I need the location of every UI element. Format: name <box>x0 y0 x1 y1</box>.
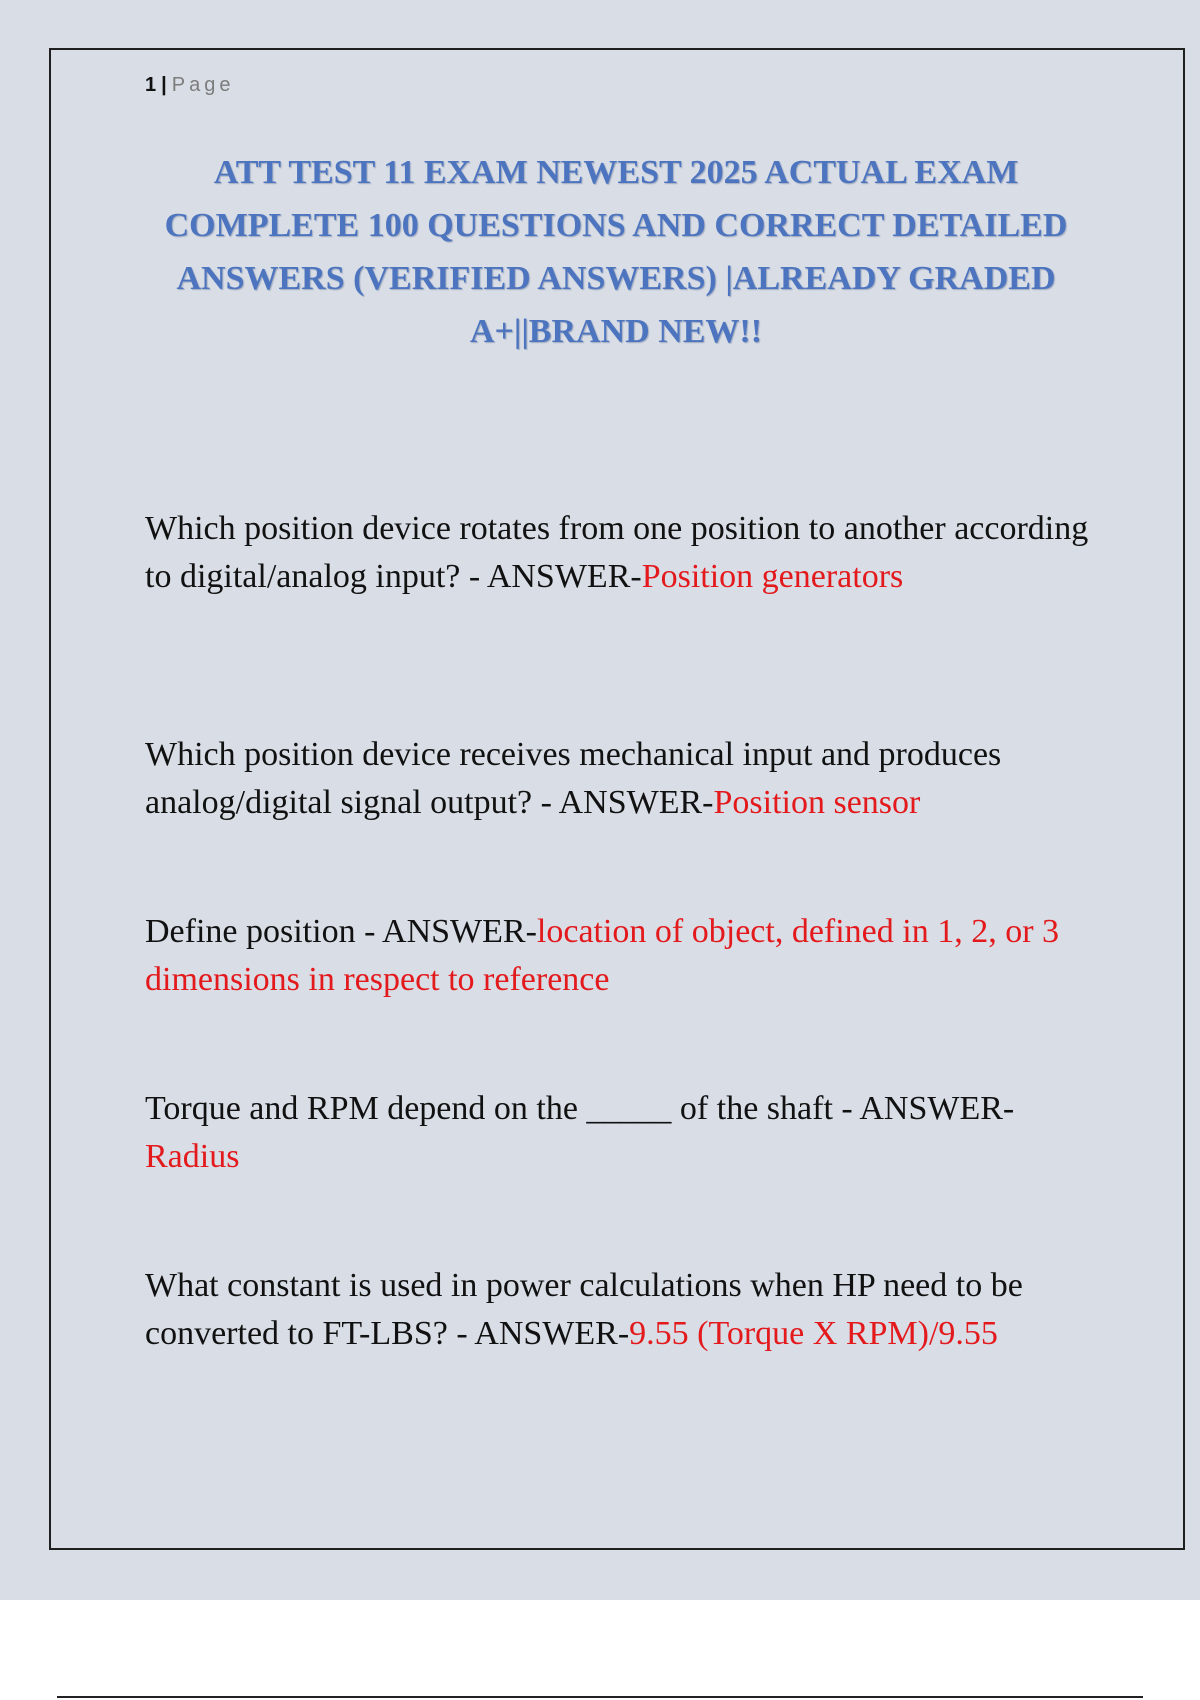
qa-item-4 <box>145 1085 1090 1181</box>
qa-item-2 <box>145 731 1090 827</box>
qa-item-3 <box>145 908 1090 1004</box>
page-number: 1 <box>145 74 158 96</box>
page-label: Page <box>171 74 235 96</box>
answer-text: Radius <box>145 1138 240 1175</box>
page-number-header <box>145 74 234 97</box>
answer-text: Position sensor <box>713 784 921 821</box>
question-text: Torque and RPM depend on the _____ of the shaft - ANSWER- <box>145 1090 1015 1127</box>
answer-text: Position generators <box>641 558 904 595</box>
question-text: What constant is used in power calculations when HP need to be converted to FT-LBS? - ANSWER- <box>145 1267 1023 1352</box>
document-title: ATT TEST 11 EXAM NEWEST 2025 ACTUAL EXAM COMPLETE 100 QUESTIONS AND CORRECT DETAILED ANSWERS (VERIFIED ANSWERS) |ALREADY GRADED A+||BRAND NEW!! <box>164 154 1068 350</box>
answer-text: location of object, defined in 1, 2, or 3 dimensions in respect to reference <box>145 913 1060 998</box>
next-page-top-rule <box>57 1696 1143 1698</box>
question-text: Which position device receives mechanical input and produces analog/digital signal output? - ANSWER- <box>145 736 1002 821</box>
question-text: Define position - ANSWER- <box>145 913 537 950</box>
qa-item-1 <box>145 505 1090 601</box>
question-text: Which position device rotates from one position to another according to digital/analog input? - ANSWER- <box>145 510 1089 595</box>
answer-text: 9.55 (Torque X RPM)/9.55 <box>629 1315 998 1352</box>
page-separator: | <box>161 74 168 96</box>
qa-item-5 <box>145 1262 1090 1358</box>
